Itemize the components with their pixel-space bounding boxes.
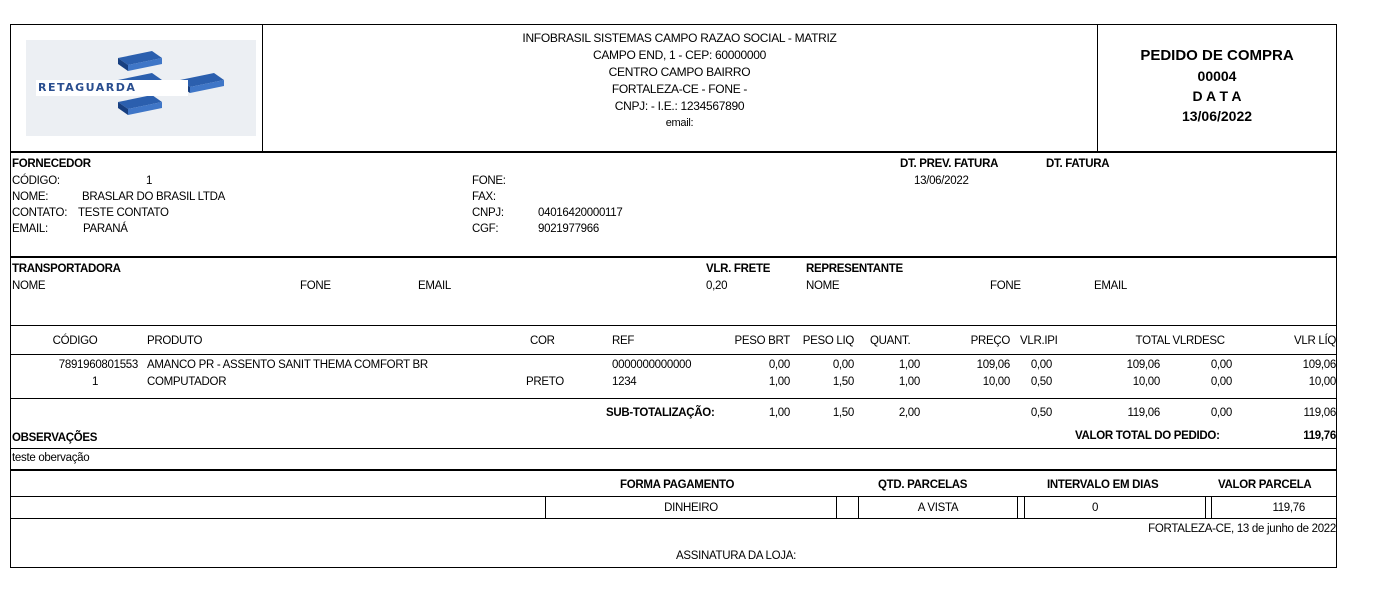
supplier-name-value: BRASLAR DO BRASIL LTDA [82, 191, 225, 203]
payment-bottom-line [10, 518, 1337, 519]
supplier-fax-label: FAX: [472, 191, 496, 203]
prev-invoice-value: 13/06/2022 [914, 175, 969, 187]
signature-label: ASSINATURA DA LOJA: [676, 550, 796, 562]
frame-bottom-line [10, 567, 1337, 568]
carrier-name-label: NOME [12, 280, 46, 292]
col-header-net-weight: PESO LIQ [802, 335, 854, 347]
subtotal-net-weight: 1,50 [832, 407, 854, 419]
col-header-total: TOTAL VLR [1135, 335, 1194, 347]
installments-value: A VISTA [917, 502, 959, 514]
col-header-color: COR [530, 335, 555, 347]
cell-price: 10,00 [982, 376, 1010, 388]
carrier-phone-label: FONE [300, 280, 331, 292]
supplier-code-value: 1 [146, 175, 153, 187]
cell-gross-weight: 1,00 [768, 376, 790, 388]
place-date: FORTALEZA-CE, 13 de junho de 2022 [1148, 523, 1336, 535]
rep-label: REPRESENTANTE [806, 263, 903, 275]
cell-net-value: 10,00 [1308, 376, 1336, 388]
rep-email-label: EMAIL [1094, 280, 1128, 292]
cell-ipi: 0,50 [1030, 376, 1052, 388]
order-total-value: 119,76 [1303, 430, 1336, 442]
company-line: email: [665, 117, 694, 129]
supplier-cnpj-label: CNPJ: [472, 207, 504, 219]
installments-label: QTD. PARCELAS [878, 479, 968, 491]
prev-invoice-label: DT. PREV. FATURA [900, 158, 999, 170]
company-info [262, 30, 1097, 132]
logo-text: RETAGUARDA [38, 81, 137, 94]
payment-divider-6 [1205, 497, 1206, 518]
col-header-product: PRODUTO [147, 335, 203, 347]
subtotal-gross-weight: 1,00 [768, 407, 790, 419]
cell-ref: 1234 [612, 376, 637, 388]
cell-color: PRETO [526, 376, 564, 388]
payment-divider-4 [1017, 497, 1018, 518]
date-label: D A T A [1192, 88, 1242, 104]
header-bottom-line [10, 151, 1337, 153]
cell-quantity: 1,00 [898, 359, 920, 371]
cell-product: AMANCO PR - ASSENTO SANIT THEMA COMFORT BR [147, 359, 428, 371]
rep-name-label: NOME [806, 280, 840, 292]
payment-method-label: FORMA PAGAMENTO [620, 479, 735, 491]
invoice-date-label: DT. FATURA [1046, 158, 1110, 170]
cell-quantity: 1,00 [898, 376, 920, 388]
col-header-discount: DESC [1194, 335, 1225, 347]
payment-divider-5 [1024, 497, 1025, 518]
supplier-cgf-label: CGF: [472, 223, 499, 235]
supplier-name-label: NOME: [12, 191, 49, 203]
observations-text: teste obervação [12, 452, 90, 464]
subtotal-total: 119,06 [1127, 407, 1160, 419]
observations-label: OBSERVAÇÕES [12, 432, 98, 444]
payment-divider-2 [836, 497, 837, 518]
cell-code: 1 [91, 376, 99, 388]
company-logo [26, 40, 256, 136]
col-header-price: PREÇO [970, 335, 1010, 347]
supplier-email-value: PARANÁ [83, 223, 128, 235]
date-value: 13/06/2022 [1181, 108, 1253, 124]
supplier-section-label: FORNECEDOR [12, 158, 91, 170]
obs-bottom-line [10, 469, 1337, 471]
freight-value: 0,20 [706, 280, 728, 292]
company-line: FORTALEZA-CE - FONE - [611, 82, 748, 96]
carrier-section-label: TRANSPORTADORA [12, 263, 121, 275]
cell-net-value: 109,06 [1302, 359, 1336, 371]
supplier-email-label: EMAIL: [12, 223, 48, 235]
supplier-bottom-line [10, 256, 1337, 258]
subtotal-net-value: 119,06 [1303, 407, 1336, 419]
col-header-code: CÓDIGO [52, 335, 98, 347]
col-header-gross-weight: PESO BRT [734, 335, 790, 347]
subtotal-label: SUB-TOTALIZAÇÃO: [606, 407, 715, 419]
cell-ipi: 0,00 [1030, 359, 1052, 371]
col-header-net-value: VLR LÍQ [1293, 335, 1336, 347]
frame-right-line [1336, 24, 1337, 568]
freight-label: VLR. FRETE [706, 263, 771, 275]
col-header-quantity: QUANT. [870, 335, 911, 347]
supplier-code-label: CÓDIGO: [12, 175, 60, 187]
supplier-contact-label: CONTATO: [12, 207, 68, 219]
subtotal-quantity: 2,00 [898, 407, 920, 419]
rep-phone-label: FONE [990, 280, 1021, 292]
interval-value: 0 [1092, 502, 1099, 514]
subtotal-discount: 0,00 [1210, 407, 1232, 419]
col-header-ipi: VLR.IPI [1020, 335, 1058, 347]
cell-product: COMPUTADOR [147, 376, 227, 388]
frame-left-line [10, 24, 11, 568]
payment-header-line [10, 496, 1337, 497]
supplier-phone-label: FONE: [472, 175, 506, 187]
col-header-ref: REF [612, 335, 635, 347]
subtotal-ipi: 0,50 [1030, 407, 1052, 419]
cell-ref: 0000000000000 [612, 359, 692, 371]
cell-gross-weight: 0,00 [768, 359, 790, 371]
cell-total: 10,00 [1132, 376, 1160, 388]
doc-title: PEDIDO DE COMPRA [1140, 47, 1294, 64]
doc-number: 00004 [1197, 68, 1237, 84]
company-line: CAMPO END, 1 - CEP: 60000000 [592, 48, 766, 62]
cell-net-weight: 0,00 [832, 359, 854, 371]
cell-net-weight: 1,50 [832, 376, 854, 388]
carrier-email-label: EMAIL [418, 280, 452, 292]
items-header-line [10, 354, 1337, 355]
payment-method-value: DINHEIRO [664, 502, 718, 514]
obs-label-line [10, 448, 1337, 449]
doc-title-block [1098, 46, 1336, 126]
interval-label: INTERVALO EM DIAS [1047, 479, 1159, 491]
cell-total: 109,06 [1126, 359, 1160, 371]
supplier-cnpj-value: 04016420000117 [538, 207, 623, 219]
supplier-contact-value: TESTE CONTATO [78, 207, 169, 219]
company-line: CNPJ: - I.E.: 1234567890 [614, 99, 745, 113]
cell-code: 7891960801553 [58, 359, 138, 371]
cell-discount: 0,00 [1210, 376, 1232, 388]
company-line: INFOBRASIL SISTEMAS CAMPO RAZAO SOCIAL - MATRIZ [522, 31, 837, 45]
installment-value: 119,76 [1272, 502, 1305, 514]
installment-value-label: VALOR PARCELA [1218, 479, 1312, 491]
frame-top-line [10, 24, 1336, 25]
company-line: CENTRO CAMPO BAIRRO [608, 65, 751, 79]
carrier-bottom-line [10, 325, 1337, 326]
cell-discount: 0,00 [1210, 359, 1232, 371]
cell-price: 109,06 [976, 359, 1010, 371]
items-bottom-line [10, 398, 1337, 399]
supplier-cgf-value: 9021977966 [538, 223, 599, 235]
order-total-label: VALOR TOTAL DO PEDIDO: [1075, 430, 1220, 442]
